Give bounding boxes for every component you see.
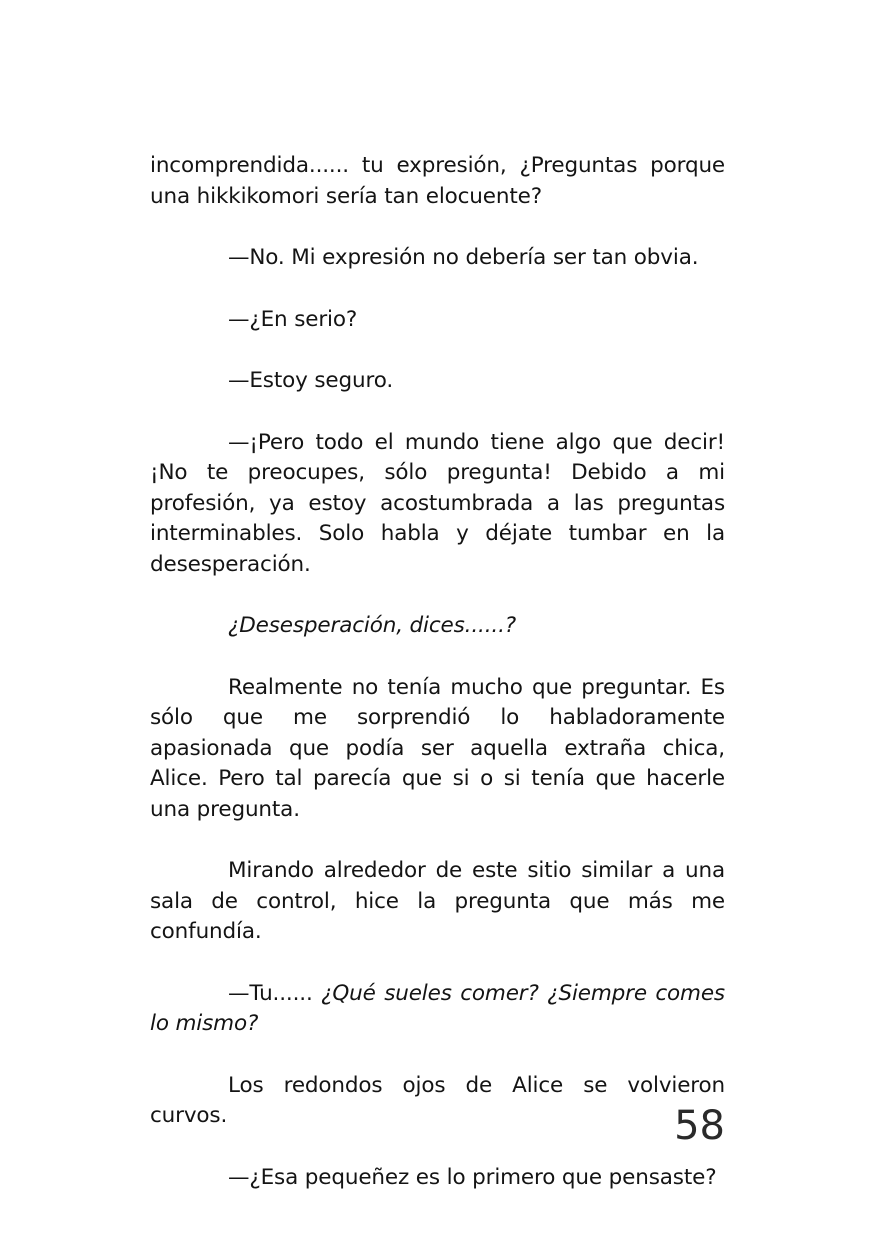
dialogue-prefix: —Tu...... xyxy=(228,980,322,1006)
dialogue-line: —¡Pero todo el mundo tiene algo que decir! ¡No te preocupes, sólo pregunta! Debido a mi profesión, ya estoy acostumbrada a las preguntas interminables. Solo habla y déjate tumbar en la desesperación. xyxy=(150,429,725,577)
page-body-text xyxy=(150,151,725,1224)
inner-thought-line: ¿Desesperación, dices......? xyxy=(228,613,517,638)
narration-paragraph: Realmente no tenía mucho que preguntar. Es sólo que me sorprendió lo habladoramente apasionada que podía ser aquella extraña chica, Alice. Pero tal parecía que si o si tenía que hacerle una pregunta. xyxy=(150,674,725,822)
page-number: 58 xyxy=(674,1103,725,1149)
paragraph-continuation: incomprendida...... tu expresión, ¿Preguntas porque una hikkikomori sería tan elocuente? xyxy=(150,153,725,209)
narration-paragraph: Los redondos ojos de Alice se volvieron curvos. xyxy=(150,1072,725,1128)
dialogue-line-mixed xyxy=(150,979,725,1040)
dialogue-line: —Estoy seguro. xyxy=(228,368,394,393)
narration-paragraph: Mirando alrededor de este sitio similar a una sala de control, hice la pregunta que más me confundía. xyxy=(150,858,725,944)
dialogue-line: —¿En serio? xyxy=(228,306,358,332)
dialogue-line: —¿Esa pequeñez es lo primero que pensaste? xyxy=(228,1164,717,1190)
dialogue-italic-question: ¿Qué sueles comer? ¿Siempre comes lo mismo? xyxy=(150,980,725,1036)
dialogue-line: —No. Mi expresión no debería ser tan obvia. xyxy=(228,245,699,270)
